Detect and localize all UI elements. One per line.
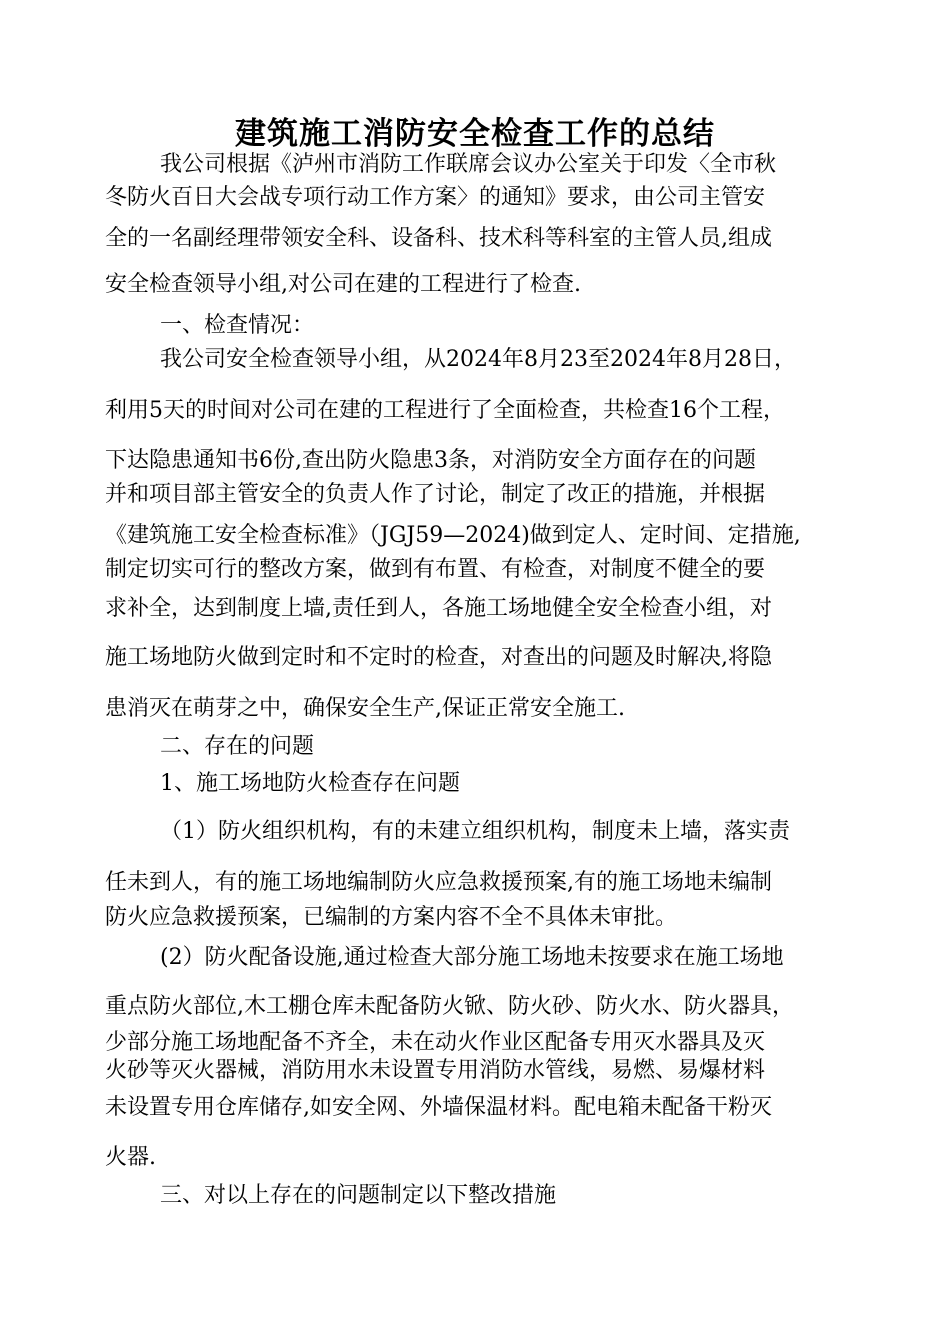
paragraph-line: (2）防火配备设施,通过检查大部分施工场地未按要求在施工场地: [160, 945, 784, 970]
paragraph-line: 制定切实可行的整改方案，做到有布置、有检查，对制度不健全的要: [105, 557, 766, 582]
paragraph-line: 我公司根据《泸州市消防工作联席会议办公室关于印发〈全市秋: [160, 152, 777, 177]
section-heading: 三、对以上存在的问题制定以下整改措施: [160, 1183, 557, 1208]
paragraph-line: 《建筑施工安全检查标准》（JGJ59—2024)做到定人、定时间、定措施,: [105, 523, 801, 548]
paragraph-line: 冬防火百日大会战专项行动工作方案〉的通知》要求，由公司主管安: [105, 185, 766, 210]
paragraph-line: 火砂等灭火器械，消防用水未设置专用消防水管线，易燃、易爆材料: [105, 1058, 766, 1083]
paragraph-line: 并和项目部主管安全的负责人作了讨论，制定了改正的措施，并根据: [105, 482, 766, 507]
paragraph-line: 全的一名副经理带领安全科、设备科、技术科等科室的主管人员,组成: [105, 226, 772, 251]
paragraph-line: （1）防火组织机构，有的未建立组织机构，制度未上墙，落实责: [160, 819, 790, 844]
paragraph-line: 火器.: [105, 1145, 156, 1170]
paragraph-line: 任未到人，有的施工场地编制防火应急救援预案,有的施工场地未编制: [105, 870, 772, 895]
document-title: 建筑施工消防安全检查工作的总结: [235, 116, 715, 152]
paragraph-line: 未设置专用仓库储存,如安全网、外墙保温材料。配电箱未配备干粉灭: [105, 1095, 772, 1120]
paragraph-line: 求补全，达到制度上墙,责任到人，各施工场地健全安全检查小组，对: [105, 596, 772, 621]
section-heading: 一、检查情况：: [160, 313, 315, 338]
paragraph-line: 安全检查领导小组,对公司在建的工程进行了检查.: [105, 272, 581, 297]
paragraph-line: 少部分施工场地配备不齐全，未在动火作业区配备专用灭水器具及灭: [105, 1030, 766, 1055]
paragraph-line: 施工场地防火做到定时和不定时的检查，对查出的问题及时解决,将隐: [105, 645, 772, 670]
paragraph-line: 我公司安全检查领导小组，从2024年8月23至2024年8月28日，: [160, 347, 796, 372]
paragraph-line: 患消灭在萌芽之中，确保安全生产,保证正常安全施工.: [105, 696, 625, 721]
paragraph-line: 利用5天的时间对公司在建的工程进行了全面检查，共检查16个工程，: [105, 398, 785, 423]
subsection-heading: 1、施工场地防火检查存在问题: [160, 771, 460, 796]
paragraph-line: 下达隐患通知书6份,查出防火隐患3条，对消防安全方面存在的问题: [105, 448, 756, 473]
paragraph-line: 重点防火部位,木工棚仓库未配备防火锨、防火砂、防火水、防火器具，: [105, 994, 794, 1019]
section-heading: 二、存在的问题: [160, 734, 315, 759]
paragraph-line: 防火应急救援预案，已编制的方案内容不全不具体未审批。: [105, 905, 678, 930]
